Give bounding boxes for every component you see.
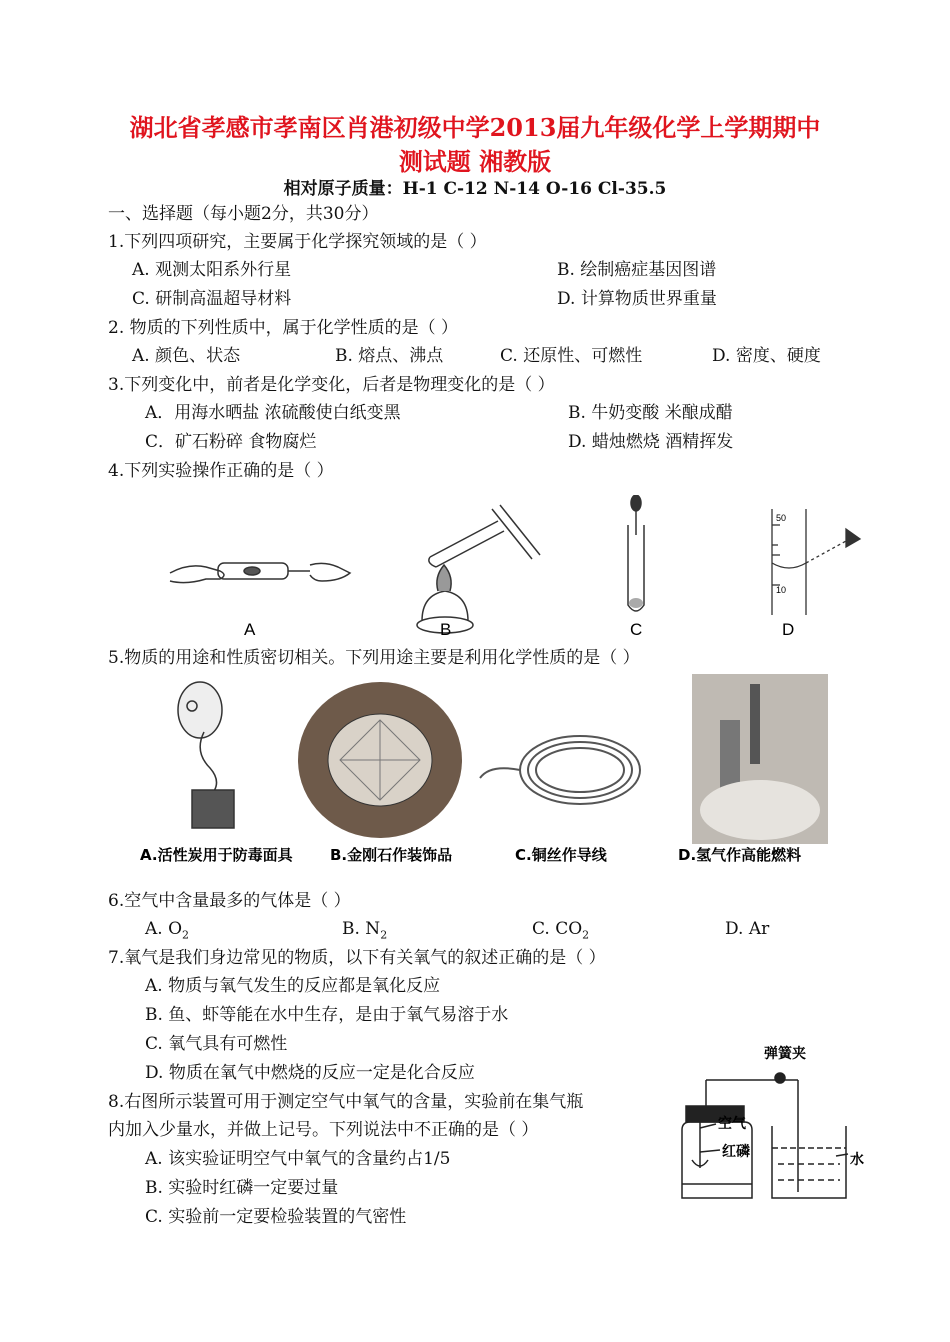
q6-option-d: D. Ar	[725, 919, 770, 939]
q3-option-d: D. 蜡烛燃烧 酒精挥发	[568, 432, 734, 452]
q8-label-air: 空气	[718, 1116, 746, 1132]
q8-option-c: C. 实验前一定要检验装置的气密性	[145, 1207, 407, 1227]
q3-option-c: C．矿石粉碎 食物腐烂	[145, 432, 317, 452]
q6-option-c: C. $CO_2$	[532, 919, 590, 942]
q1-option-c: C. 研制高温超导材料	[132, 289, 292, 309]
q4-label-c: C	[630, 620, 643, 639]
q7-stem: 7.氧气是我们身边常见的物质，以下有关氧气的叙述正确的是（ ）	[108, 948, 606, 968]
q5-caption-b: B.金刚石作装饰品	[330, 846, 453, 864]
q2-option-a: A. 颜色、状态	[132, 346, 241, 366]
q4-figure-c	[628, 495, 644, 611]
q5-caption-a: A.活性炭用于防毒面具	[140, 846, 293, 864]
q8-stem-line2: 内加入少量水，并做上记号。下列说法中不正确的是（ ）	[108, 1120, 539, 1140]
q5-caption-d: D.氢气作高能燃料	[678, 846, 802, 864]
section-heading: 一、选择题（每小题2分，共30分）	[108, 204, 379, 224]
page-title-line1: 湖北省孝感市孝南区肖港初级中学2013届九年级化学上学期期中	[129, 113, 821, 142]
q8-label-phosphorus: 红磷	[722, 1144, 750, 1160]
q2-option-b: B. 熔点、沸点	[335, 346, 444, 366]
q5-figure-b	[298, 682, 462, 838]
q8-option-a: A. 该实验证明空气中氧气的含量约占1/5	[145, 1149, 451, 1169]
q3-stem: 3.下列变化中，前者是化学变化，后者是物理变化的是（ ）	[108, 375, 555, 395]
atomic-masses: 相对原子质量：H-1 C-12 N-14 O-16 Cl-35.5	[283, 179, 667, 199]
q4-scale-top: 50	[776, 513, 787, 523]
q1-option-d: D. 计算物质世界重量	[557, 289, 717, 309]
q6-option-a: A. $O_2$	[145, 919, 190, 942]
q7-option-a: A. 物质与氧气发生的反应都是氧化反应	[145, 976, 441, 996]
q1-option-b: B. 绘制癌症基因图谱	[557, 260, 717, 280]
q8-apparatus-figure	[660, 1040, 870, 1205]
q5-stem: 5.物质的用途和性质密切相关。下列用途主要是利用化学性质的是（ ）	[108, 648, 640, 668]
q8-option-b: B. 实验时红磷一定要过量	[145, 1178, 339, 1198]
q5-caption-c: C.铜丝作导线	[515, 846, 607, 864]
q4-figure-d	[772, 509, 860, 615]
q8-stem-line1: 8.右图所示装置可用于测定空气中氧气的含量，实验前在集气瓶	[108, 1092, 584, 1112]
q5-figure	[140, 670, 840, 870]
q3-option-b: B. 牛奶变酸 米酿成醋	[568, 403, 733, 423]
q4-label-b: B	[440, 620, 452, 639]
q8-label-clamp: 弹簧夹	[764, 1046, 806, 1062]
q4-scale-bottom: 10	[776, 585, 787, 595]
q5-figure-a	[178, 682, 234, 828]
q2-stem: 2. 物质的下列性质中，属于化学性质的是（ ）	[108, 318, 459, 338]
q2-option-c: C. 还原性、可燃性	[500, 346, 643, 366]
q8-label-water: 水	[850, 1152, 864, 1168]
q4-stem: 4.下列实验操作正确的是（ ）	[108, 461, 334, 481]
q1-option-a: A. 观测太阳系外行星	[132, 260, 292, 280]
q6-stem: 6.空气中含量最多的气体是（ ）	[108, 891, 351, 911]
page-title-line2: 测试题 湘教版	[398, 147, 552, 176]
q4-figure	[160, 495, 880, 645]
q4-figure-b	[417, 505, 540, 633]
q2-option-d: D. 密度、硬度	[712, 346, 821, 366]
q4-label-a: A	[244, 620, 256, 639]
q7-option-b: B. 鱼、虾等能在水中生存，是由于氧气易溶于水	[145, 1005, 509, 1025]
q7-option-d: D. 物质在氧气中燃烧的反应一定是化合反应	[145, 1063, 475, 1083]
q5-figure-d	[692, 674, 828, 844]
q5-figure-c	[480, 736, 640, 804]
q6-option-b: B. $N_2$	[342, 919, 388, 942]
q3-option-a: A．用海水晒盐 浓硫酸使白纸变黑	[145, 403, 401, 423]
q1-stem: 1.下列四项研究，主要属于化学探究领域的是（ ）	[108, 232, 487, 252]
q7-option-c: C. 氧气具有可燃性	[145, 1034, 288, 1054]
q4-label-d: D	[782, 620, 795, 639]
q4-figure-a	[170, 563, 350, 583]
